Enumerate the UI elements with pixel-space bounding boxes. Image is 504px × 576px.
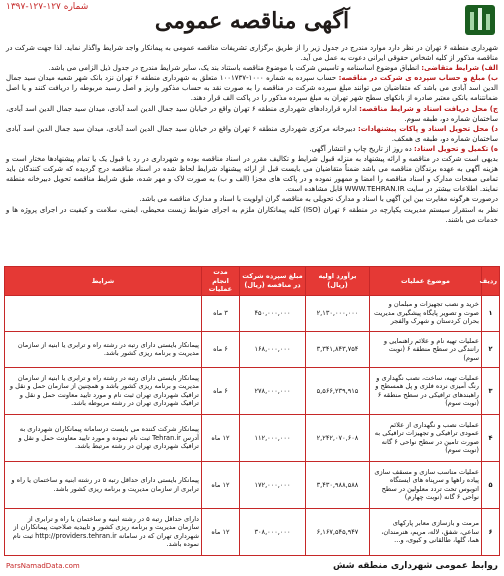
row-estimate: ۲,۱۳۰,۰۰۰,۰۰۰	[306, 295, 370, 331]
section-text: ده روز از تاریخ چاپ و انتشار آگهی.	[309, 144, 412, 153]
section-text: دبیرخانه مرکزی شهرداری منطقه ۶ تهران واقع در خیابان سید جمال الدین اسد آبادی، میدان سید جمال الدین اسد آبادی ساختمان شماره دو، طبقه ی همکف.	[6, 124, 498, 143]
row-number: ۲	[482, 331, 500, 367]
row-duration: ۶ ماه	[202, 367, 240, 414]
section-text: انطباق موضوع اساسنامه و تاسیس شرکت با موضوع مناقصه باستناد بند یک، سایر شرایط مندرج در جدول ذیل الزامی می باشد.	[48, 64, 420, 73]
row-number: ۱	[482, 295, 500, 331]
table-header-row	[5, 267, 500, 296]
row-conditions: پیمانکار بایستی دارای رتبه در رشته راه و ترابری یا ابنیه از سازمان مدیریت و برنامه ریزی کشور باشد.	[5, 331, 202, 367]
row-estimate: ۲,۲۴۲,۰۷۰,۶۰۸	[306, 414, 370, 461]
row-subject: خرید و نصب تجهیزات و مبلمان و صوت و تصویر پایگاه پیشگیری مدیریت بحران کردستان و شهرک والفجر	[370, 295, 482, 331]
table-row	[5, 508, 500, 555]
header-deposit: مبلغ سپرده شرکت در مناقصه (ریال)	[240, 267, 306, 296]
iso-note: نظر به استقرار سیستم مدیریت یکپارچه در منطقه ۶ تهران (ISO) کلیه پیمانکاران ملزم به اجرای ضوابط زیست محیطی، ایمنی، سلامت و کیفیت در اجرای پروژه ها و خدمات می باشند.	[6, 205, 499, 224]
intro-paragraph: شهرداری منطقه ۶ تهران در نظر دارد موارد مندرج در جدول زیر را از طریق برگزاری تشریفات مناقصه عمومی به پیمانکار واجد شرایط واگذار نماید. لذا جهت شرکت در مناقصه مذکور از کلیه اشخاص حقوقی ایرانی دعوت به عمل می آید.	[6, 44, 498, 63]
row-estimate: ۳,۴۳۰,۹۸۸,۵۸۸	[306, 461, 370, 508]
applicant-conditions	[6, 63, 498, 73]
delivery-location	[6, 124, 498, 144]
row-estimate: ۶,۱۶۷,۵۴۵,۹۴۷	[306, 508, 370, 555]
row-estimate: ۵,۵۶۶,۲۳۹,۹۱۵	[306, 367, 370, 414]
row-deposit: ۱۷۲,۰۰۰,۰۰۰	[240, 461, 306, 508]
tender-table	[4, 266, 500, 556]
section-label: ب) مبلغ و حساب سپرده ی شرکت در مناقصه:	[338, 74, 499, 83]
public-relations-signature: روابط عمومی شهرداری منطقه شش	[333, 561, 498, 571]
table-row	[5, 414, 500, 461]
row-conditions: دارای حداقل رتبه ۵ در رشته ابنیه و ساختمان یا راه و ترابری از سازمان مدیریت و برنامه ریزی کشور و تاییدیه صلاحیت پیمانکاران از شهرداری تهران که در سامانه http://providers.tehran.ir ثبت نام نموده باشد.	[5, 508, 202, 555]
row-deposit: ۱۶۸,۰۰۰,۰۰۰	[240, 331, 306, 367]
table-row	[5, 461, 500, 508]
deposit-account	[6, 73, 498, 103]
notice-title: آگهی مناقصه عمومی	[154, 8, 350, 34]
section-text: حساب سپرده به شماره ۱۰۰۰-۱۰۰۱۷۳۷ متعلق به شهرداری منطقه ۶ تهران نزد بانک شهر شعبه میدان سید جمال الدین اسد آبادی می باشد که متقاضیان می توانند مبلغ سپرده شرکت در مناقصه را به صورت نقد به حساب مذکور واریز و اصل رسید مربوطه را دریافت کنند و یا اصل ضمانتنامه بانکی معتبر صادره از بانکهای سطح شهر تهران به مبلغ سپرده مذکور را در پاکت الف قرار دهند.	[6, 74, 498, 103]
header-duration: مدت انجام عملیات	[202, 267, 240, 296]
header-row-number: ردیف	[482, 267, 500, 296]
row-number: ۶	[482, 508, 500, 555]
row-subject: عملیات تهیه، ساخت، نصب نگهداری و رنگ آمیزی نرده فلزی و پل همسطح و راهبندهای ترافیکی در سطح منطقه ۶ (نوبت سوم)	[370, 367, 482, 414]
section-label: الف) شرایط متقاضی:	[421, 64, 498, 73]
header-subject: موضوع عملیات	[370, 267, 482, 296]
row-duration: ۱۲ ماه	[202, 461, 240, 508]
row-subject: عملیات تهیه نام و علائم راهنمایی و رانندگی در سطح منطقه ۶ (نوبت سوم)	[370, 331, 482, 367]
row-subject: عملیات نصب و نگهداری از علائم عمودی ترافیکی و تجهیزات ترافیکی به صورت تامین در سطح نواحی ۶ گانه (نوبت سوم)	[370, 414, 482, 461]
submission-deadline	[6, 144, 498, 154]
row-conditions	[5, 295, 202, 331]
row-duration: ۱۲ ماه	[202, 508, 240, 555]
notice-header	[0, 0, 504, 40]
row-deposit: ۳۰۸,۰۰۰,۰۰۰	[240, 508, 306, 555]
table-row	[5, 331, 500, 367]
row-deposit: ۱۱۲,۰۰۰,۰۰۰	[240, 414, 306, 461]
row-conditions: پیمانکار بایستی دارای رتبه در رشته راه و ترابری یا ابنیه از سازمان مدیریت و برنامه ریزی کشور باشد و همچنین از سازمان حمل و نقل و ترافیک شهرداری تهران ثبت نام و مورد تایید معاونت حمل و نقل و ترافیک شهرداری تهران در رشته مربوطه باشد.	[5, 367, 202, 414]
row-number: ۴	[482, 414, 500, 461]
section-label: ج) محل دریافت اسناد و شرایط مناقصه:	[359, 104, 498, 113]
row-duration: ۱۲ ماه	[202, 414, 240, 461]
table-row	[5, 295, 500, 331]
row-conditions: پیمانکار بایستی دارای حداقل رتبه ۵ در رشته ابنیه و ساختمان یا راه و ترابری از سازمان مدیریت و برنامه ریزی کشور باشد.	[5, 461, 202, 508]
tehran-municipality-logo-icon	[462, 2, 498, 38]
section-label: ه) تکمیل و تحویل اسناد:	[413, 144, 498, 153]
section-text: اداره قراردادهای شهرداری منطقه ۶ تهران واقع در خیابان سید جمال الدین اسد آبادی، میدان سید جمال الدین اسد آبادی، ساختمان شماره دو، طبقه سوم.	[6, 104, 498, 123]
row-duration: ۶ ماه	[202, 331, 240, 367]
row-duration: ۳ ماه	[202, 295, 240, 331]
row-deposit: ۲۷۸,۰۰۰,۰۰۰	[240, 367, 306, 414]
table-row	[5, 367, 500, 414]
row-subject: مرمت و بازسازی معابر پارکهای ساعی، شفق، لاله، مریم، هنرمندان، هما، گلها، طالقانی و کیوی، و...	[370, 508, 482, 555]
notice-body	[6, 43, 498, 225]
general-terms: بدیهی است شرکت در مناقصه و ارائه پیشنهاد به منزله قبول شرایط و تکالیف مقرر در اسناد مناقصه بوده و شهرداری در رد یا قبول یک یا تمام پیشنهادها مختار است و هزینه آگهی به عهده برندگان مناقصه می باشد ضمناً متقاضیان می بایست قبل از ارائه پیشنهاد شرایط لحاظ شده در اسناد مناقصه درج گردیده که شرکت کنندگان باید تمامی صفحات مدارک و اسناد مناقصه را امضا و ممهور نموده و در پاکت های مجزا (الف و ب) به صورت لاک و مهر شده، طبق شرایط مناقصه تحویل دبیرخانه منطقه نمایند. اطلاعات بیشتر در سایت WWW.TEHRAN.IR قابل مشاهده است.	[6, 155, 498, 194]
notice-footer	[6, 558, 498, 574]
header-conditions: شرایط	[5, 267, 202, 296]
row-deposit: ۴۵۰,۰۰۰,۰۰۰	[240, 295, 306, 331]
section-label: د) محل تحویل اسناد و پاکات پیشنهادات:	[357, 124, 498, 133]
row-subject: عملیات مناسب سازی و مسقف سازی پیاده راهها و سرپناه های ایستگاه اتوبوس تحت تردد معلولین در سطح نواحی ۶ گانه (نوبت چهارم)	[370, 461, 482, 508]
source-watermark: ParsNamadData.com	[6, 562, 80, 570]
header-estimate: برآورد اولیه (ریال)	[306, 267, 370, 296]
notice-number: شماره ۱۲۷-۱۲۷-۱۳۹۷	[6, 2, 89, 12]
row-estimate: ۳,۳۴۱,۸۴۳,۷۵۴	[306, 331, 370, 367]
row-number: ۵	[482, 461, 500, 508]
row-conditions: پیمانکار شرکت کننده می بایست درسامانه پیمانکاران شهرداری به آدرس Tehran.ir ثبت نام نموده و مورد تایید معاونت حمل و نقل و ترافیک شهرداری تهران در رشته مرتبط باشد.	[5, 414, 202, 461]
row-number: ۳	[482, 367, 500, 414]
documents-location	[6, 104, 498, 124]
priority-note: درصورت هرگونه مغایرت بین این آگهی با اسناد و مدارک تحویلی به مناقصه گران اولویت با اسناد و مدارک مناقصه می باشد.	[139, 195, 498, 204]
